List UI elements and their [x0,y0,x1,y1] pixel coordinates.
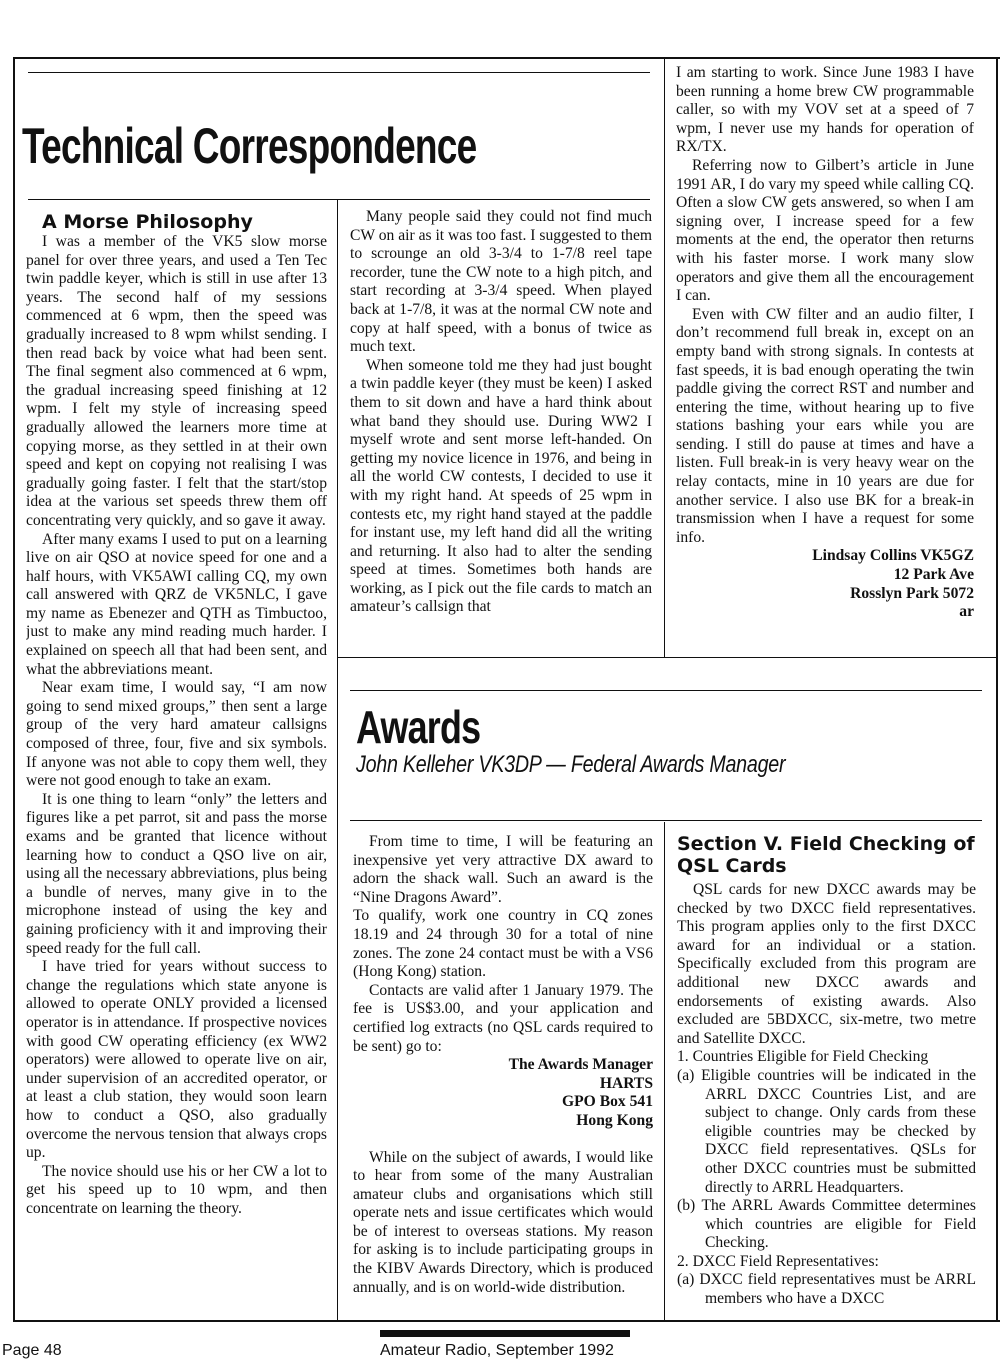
rule-title-top [28,72,650,73]
awards-column-1 [353,833,653,1313]
paragraph: When someone told me they had just bought a twin paddle keyer (they must be keen) I asked them to sit down and have a hard think about what band they should use. During WW2 I myself wrote and sent morse left-handed. On getting my novice licence in 1976, and being in all the world CW contests, I decided to use it with my right hand. At speeds of 25 wpm in contests etc, my right hand stayed at the paddle for instant use, my left hand did all the writing and returning. It also had to alter the sending speed at times. Sometimes both hands are working, as I pick out the file cards to match an amateur’s callsign that [350,356,652,616]
frame-right [996,57,998,1322]
paragraph: After many exams I used to put on a learning live on air QSO at novice speed for one and a half hours, with VK5AWI calling CQ, my own call answered with QRZ de VK5NLC, I gave my name as Ebenezer and QTH as Timbuctoo, just to make any mind reading much harder. I explained on speech all that had been sent, and what the abbreviations meant. [26,530,327,678]
section-heading: Section V. Field Checking of QSL Cards [677,833,975,877]
article-column-3 [676,64,974,654]
paragraph: Referring now to Gilbert’s article in June 1991 AR, I do vary my speed while calling CQ. Often a slow CW gets answered, so when I am signing over, I increase speed for a few moments at the end, the operator then returns with his faster morse. I work many slow operators and give them all the encouragement I can. [676,156,974,305]
footer-bar [380,1330,630,1337]
paragraph: I am starting to work. Since June 1983 I have been running a home brew CW programmable caller, so with my VOV set at a speed of 7 wpm, I never use my hands for operation of RX/TX. [676,64,974,156]
rule-awards-top [337,657,997,658]
author-signature [676,547,974,621]
paragraph: Even with CW filter and an audio filter, I don’t recommend full break in, except on an empty band with strong signals. In contests at fast speeds, it is bad enough operating the twin paddle giving the correct RST and number and entering the time, without hearing up to five stations bashing your ears while you are sending. I still do pause at times and have a listen. Full break-in is very heavy wear on the relay contacts, mine in 10 years are due for another service. I also use BK for a break-in transmission when I have a request for some info. [676,305,974,546]
rule-awards-bottom [350,820,982,821]
paragraph: The novice should use his or her CW a lot to get his speed up to 10 wpm, and then concentrate on learning the theory. [26,1162,327,1217]
page-title: Technical Correspondence [22,118,477,174]
frame-top [13,57,1000,59]
paragraph: QSL cards for new DXCC awards may be checked by two DXCC field representatives. This program applies only to the first DXCC award for an individual or a station. Specifically excluded from this program are additional new DXCC awards and endorsements of existing awards. Also excluded are 5BDXCC, six-metre, two metre and Satellite DXCC. [677,881,976,1047]
address-line: HARTS [599,1074,653,1092]
paragraph: From time to time, I will be featuring an inexpensive yet very attractive DX award to adorn the shack wall. Such an award is the “Nine Dragons Award”. [353,833,653,906]
paragraph: Contacts are valid after 1 January 1979. The fee is US$3.00, and your application and certified log extracts (no QSL cards required to be sent) go to: [353,981,653,1055]
paragraph: Many people said they could not find much CW on air as it was too fast. I suggested to them to scrounge an old 3-3/4 to 1-7/8 reel tape recorder, tune the CW note to a high pitch, and start recording at 3-3/4 speed. When played back at 1-7/8, it was at the normal CW note and copy at half speed, with a bonus of twice as much text. [350,208,652,356]
rule-title-bottom [28,199,650,200]
divider-col2 [664,57,665,657]
list-item: (a) Eligible countries will be indicated in the ARRL DXCC Countries List, and are subject to change. Only cards from these eligible countries may be checked by DXCC field representatives. QSLs for other DXCC countries must be submitted directly to ARRL Headquarters. [677,1066,976,1196]
publication-footer: Amateur Radio, September 1992 [380,1342,614,1359]
paragraph: I was a member of the VK5 slow morse panel for over three years, and used a Ten Tec twin paddle keyer, which is still in use after 13 years. The second half of my sessions commenced at 6 wpm, then the speed was gradually increased to 8 wpm whilst sending. I then read back by voice what had been sent. The final segment also commenced at 6 wpm, the gradual increasing speed finishing at 12 wpm. I felt my style of increasing speed gradually allowed the learners more time at copying morse, as they settled in at their own speed and kept on copying not realising I was gradually going faster. I felt that the start/stop idea at the various set speeds threw them off concentrating very quickly, and so gave it away. [26,233,327,529]
divider-awards-cols [664,822,665,1320]
author-suburb: Rosslyn Park 5072 [850,584,974,602]
divider-col1 [337,200,338,1320]
paragraph: While on the subject of awards, I would like to hear from some of the many Australian amateur clubs and organisations which still operate nets and issue certificates which would be of interest to overseas stations. My reason for asking is to include participating groups in the KIBV Awards Directory, which is produced annually, and is on world-wide distribution. [353,1148,653,1296]
end-mark: ar [959,603,974,621]
list-item: (b) The ARRL Awards Committee determines which countries are eligible for Field Checking. [677,1197,976,1252]
paragraph: It is one thing to learn “only” the letters and figures like a pet parrot, sit and pass the morse exams and be granted that licence without learning how to conduct a QSO live on air, using all the necessary abbreviations, plus being a bundle of nerves, many give in to the microphone instead of using the key and gaining proficiency with it and improving their speed ready for the full call. [26,790,327,957]
address-line: GPO Box 541 [562,1093,653,1111]
list-item: (a) DXCC field representatives must be ARRL members who have a DXCC [677,1271,976,1308]
mailing-address [353,1056,653,1130]
page-number: Page 48 [2,1342,62,1359]
address-line: Hong Kong [576,1111,653,1129]
list-item: 1. Countries Eligible for Field Checking [677,1048,929,1066]
author-name: Lindsay Collins VK5GZ [812,547,974,565]
address-line: The Awards Manager [508,1056,653,1074]
paragraph: Near exam time, I would say, “I am now going to send mixed groups,” then sent a large group of the very hard amateur callsigns composed of three, four, five and six symbols. If anyone was not able to copy them well, they were not good enough to take an exam. [26,679,327,790]
paragraph: I have tried for years without success to change the regulations which state anyone is allowed to operate ONLY provided a licensed operator is in attendance. If prospective novices with good CW operating efficiency (ex WW2 operators) were allowed to operate live on air, under supervision of an accredited operator, or at least a club station, they would soon learn how to conduct a QSO, also gradually overcome the nervous tension that always crops up. [26,958,327,1162]
article-column-1 [26,211,327,1316]
rule-awards-top2 [350,690,982,691]
paragraph: To qualify, work one country in CQ zones 18.19 and 24 through 30 for a total of nine zones. The zone 24 contact must be with a VS6 (Hong Kong) station. [353,907,653,981]
author-street: 12 Park Ave [893,566,974,584]
list-item: 2. DXCC Field Representatives: [677,1252,879,1270]
article-column-2 [350,208,652,648]
awards-column-2 [677,833,976,1313]
section-heading: A Morse Philosophy [42,211,253,233]
awards-byline: John Kelleher VK3DP — Federal Awards Manager [356,751,786,778]
awards-title: Awards [356,701,481,753]
frame-bottom [13,1320,1000,1322]
frame-left [13,57,15,1322]
